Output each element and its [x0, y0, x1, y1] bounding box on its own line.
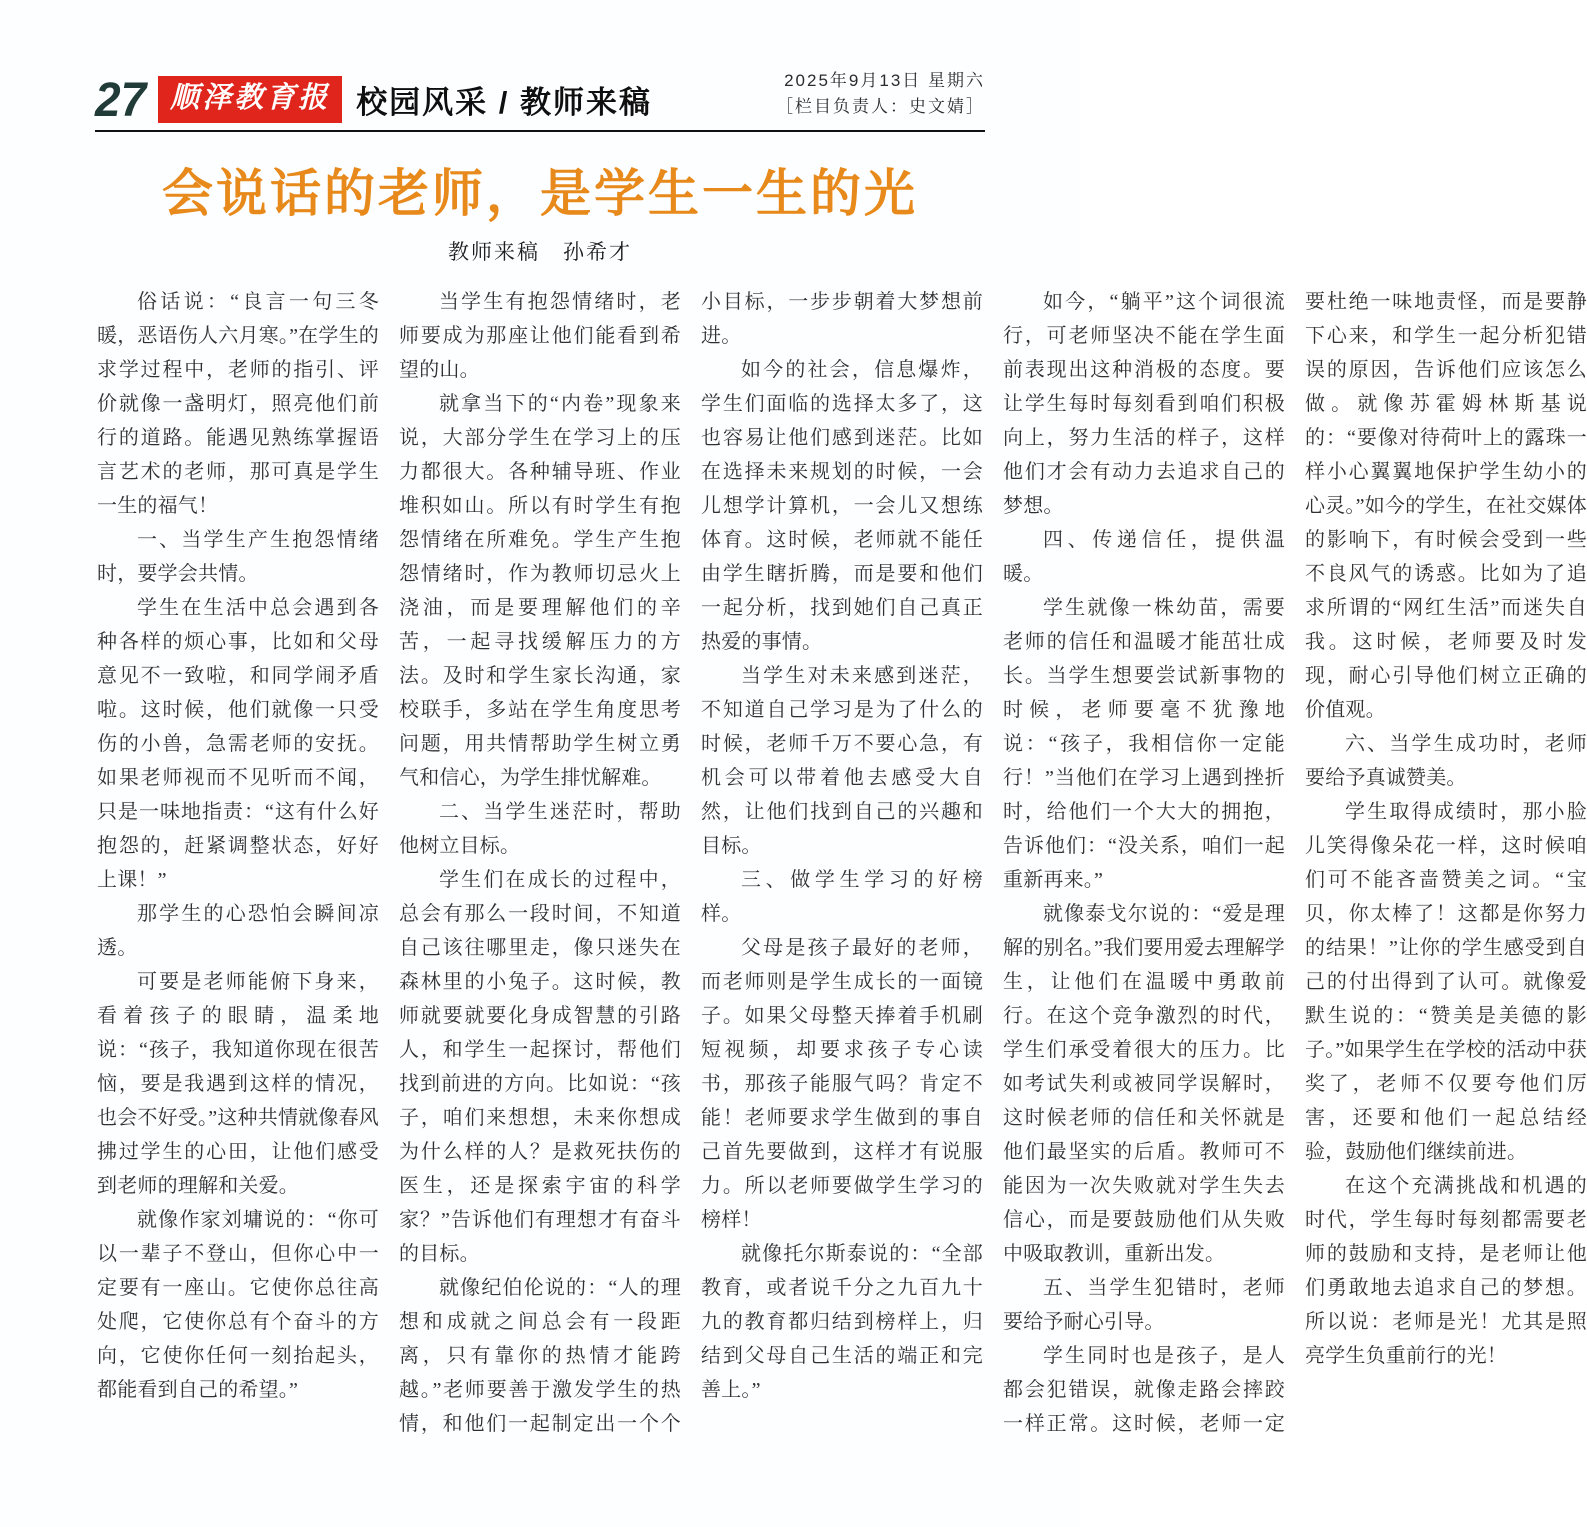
article-paragraph: 俗话说：“良言一句三冬暖，恶语伤人六月寒。”在学生的求学过程中，老师的指引、评价就像一盏明灯，照亮他们前行的道路。能遇见熟练掌握语言艺术的老师，那可真是学生一生的福气！ [97, 291, 379, 517]
page-number: 27 [95, 71, 147, 127]
article-paragraph: 如今的社会，信息爆炸，学生们面临的选择太多了，这也容易让他们感到迷茫。比如在选择未来规划的时候，一会儿想学计算机，一会儿又想练体育。这时候，老师就不能任由学生瞎折腾，而是要和他们一起分析，找到她们自己真正热爱的事情。 [701, 359, 983, 653]
article-paragraph: 就像托尔斯泰说的：“全部教育，或者说千分之九百九十九的教育都归结到榜样上，归结到父母自己生活的端正和完善上。” [701, 1243, 983, 1401]
masthead-divider [95, 130, 985, 132]
section-heading: 一、当学生产生抱怨情绪时，要学会共情。 [97, 529, 379, 585]
article-paragraph: 学生同时也是孩子，是人都会犯错误，就像走路会摔跤一样正常。这时候，老师一定要杜绝一味地责怪，而是要静下心来，和学生一起分析犯错误的原因，告诉他们应该怎么做。就像苏霍姆林斯基说的：“要像对待荷叶上的露珠一样小心翼翼地保护学生幼小的心灵。”如今的学生，在社交媒体的影响下，有时候会受到一些不良风气的诱惑。比如为了追求所谓的“网红生活”而迷失自我。这时候，老师要及时发现，耐心引导他们树立正确的价值观。 [1003, 291, 1587, 1435]
article-title: 会说话的老师，是学生一生的光 [161, 167, 918, 223]
date-line: 2025年9月13日 星期六 [784, 71, 985, 90]
article-paragraph: 学生们在成长的过程中，总会有那么一段时间，不知道自己该往哪里走，像只迷失在森林里的小兔子。这时候，教师就要就要化身成智慧的引路人，和学生一起探讨，帮他们找到前进的方向。比如说：“孩子，咱们来想想，未来你想成为什么样的人？是救死扶伤的医生，还是探索宇宙的科学家？”告诉他们有理想才有奋斗的目标。 [399, 869, 681, 1265]
article-paragraph: 学生在生活中总会遇到各种各样的烦心事，比如和父母意见不一致啦，和同学闹矛盾啦。这时候，他们就像一只受伤的小兽，急需老师的安抚。如果老师视而不见听而不闻，只是一味地指责：“这有什么好抱怨的，赶紧调整状态，好好上课！” [97, 597, 379, 891]
article-body [97, 285, 1587, 1445]
article-paragraph: 如今，“躺平”这个词很流行，可老师坚决不能在学生面前表现出这种消极的态度。要让学生每时每刻看到咱们积极向上，努力生活的样子，这样他们才会有动力去追求自己的梦想。 [1003, 291, 1285, 517]
editor-line: ［栏目负责人：史文婧］ [776, 97, 985, 117]
article-paragraph: 那学生的心恐怕会瞬间凉透。 [97, 903, 379, 959]
article-paragraph: 当学生对未来感到迷茫，不知道自己学习是为了什么的时候，老师千万不要心急，有机会可以带着他去感受大自然，让他们找到自己的兴趣和目标。 [701, 665, 983, 857]
article-byline: 教师来稿 孙希才 [448, 241, 632, 264]
masthead-left [95, 71, 653, 127]
section-heading: 二、当学生迷茫时，帮助他树立目标。 [399, 801, 681, 857]
article-paragraph: 学生取得成绩时，那小脸儿笑得像朵花一样，这时候咱们可不能吝啬赞美之词。“宝贝，你太棒了！这都是你努力的结果！”让你的学生感受到自己的付出得到了认可。就像爱默生说的：“赞美是美德的影子。”如果学生在学校的活动中获奖了，老师不仅要夸他们厉害，还要和他们一起总结经验，鼓励他们继续前进。 [1305, 801, 1587, 1163]
masthead [95, 68, 985, 127]
article-paragraph: 就像泰戈尔说的：“爱是理解的别名。”我们要用爱去理解学生，让他们在温暖中勇敢前行。在这个竞争激烈的时代，学生们承受着很大的压力。比如考试失利或被同学误解时，这时候老师的信任和关怀就是他们最坚实的后盾。教师可不能因为一次失败就对学生失去信心，而是要鼓励他们从失败中吸取教训，重新出发。 [1003, 903, 1285, 1265]
article-paragraph: 学生就像一株幼苗，需要老师的信任和温暖才能茁壮成长。当学生想要尝试新事物的时候，老师要毫不犹豫地说：“孩子，我相信你一定能行！”当他们在学习上遇到挫折时，给他们一个大大的拥抱，告诉他们：“没关系，咱们一起重新再来。” [1003, 597, 1285, 891]
section-heading: 三、做学生学习的好榜样。 [701, 869, 983, 925]
article-paragraph: 就像作家刘墉说的：“你可以一辈子不登山，但你心中一定要有一座山。它使你总往高处爬，它使你总有个奋斗的方向，它使你任何一刻抬起头，都能看到自己的希望。” [97, 1209, 379, 1401]
newspaper-logo: 顺泽教育报 [158, 76, 342, 123]
section-heading: 四、传递信任，提供温暖。 [1003, 529, 1285, 585]
article-paragraph: 可要是老师能俯下身来，看着孩子的眼睛，温柔地说：“孩子，我知道你现在很苦恼，要是我遇到这样的情况，也会不好受。”这种共情就像春风拂过学生的心田，让他们感受到老师的理解和关爱。 [97, 971, 379, 1197]
section-heading: 五、当学生犯错时，老师要给予耐心引导。 [1003, 1277, 1285, 1333]
article-paragraph: 就拿当下的“内卷”现象来说，大部分学生在学习上的压力都很大。各种辅导班、作业堆积如山。所以有时学生有抱怨情绪在所难免。学生产生抱怨情绪时，作为教师切忌火上浇油，而是要理解他们的辛苦，一起寻找缓解压力的方法。及时和学生家长沟通，家校联手，多站在学生角度思考问题，用共情帮助学生树立勇气和信心，为学生排忧解难。 [399, 393, 681, 789]
article-paragraph: 就像纪伯伦说的：“人的理想和成就之间总会有一段距离，只有靠你的热情才能跨越。”老师要善于激发学生的热情，和他们一起制定出一个个小目标，一步步朝着大梦想前进。 [399, 291, 983, 1435]
article-paragraph: 当学生有抱怨情绪时，老师要成为那座让他们能看到希望的山。 [399, 291, 681, 381]
section-heading: 六、当学生成功时，老师要给予真诚赞美。 [1305, 733, 1587, 789]
article-paragraph: 父母是孩子最好的老师，而老师则是学生成长的一面镜子。如果父母整天捧着手机刷短视频，却要求孩子专心读书，那孩子能服气吗？肯定不能！老师要求学生做到的事自己首先要做到，这样才有说服力。所以老师要做学生学习的榜样！ [701, 937, 983, 1231]
article-paragraph: 在这个充满挑战和机遇的时代，学生每时每刻都需要老师的鼓励和支持，是老师让他们勇敢地去追求自己的梦想。所以说：老师是光！尤其是照亮学生负重前行的光！ [1305, 1175, 1587, 1367]
section-title: 校园风采 / 教师来稿 [356, 84, 653, 120]
masthead-right [776, 68, 985, 123]
